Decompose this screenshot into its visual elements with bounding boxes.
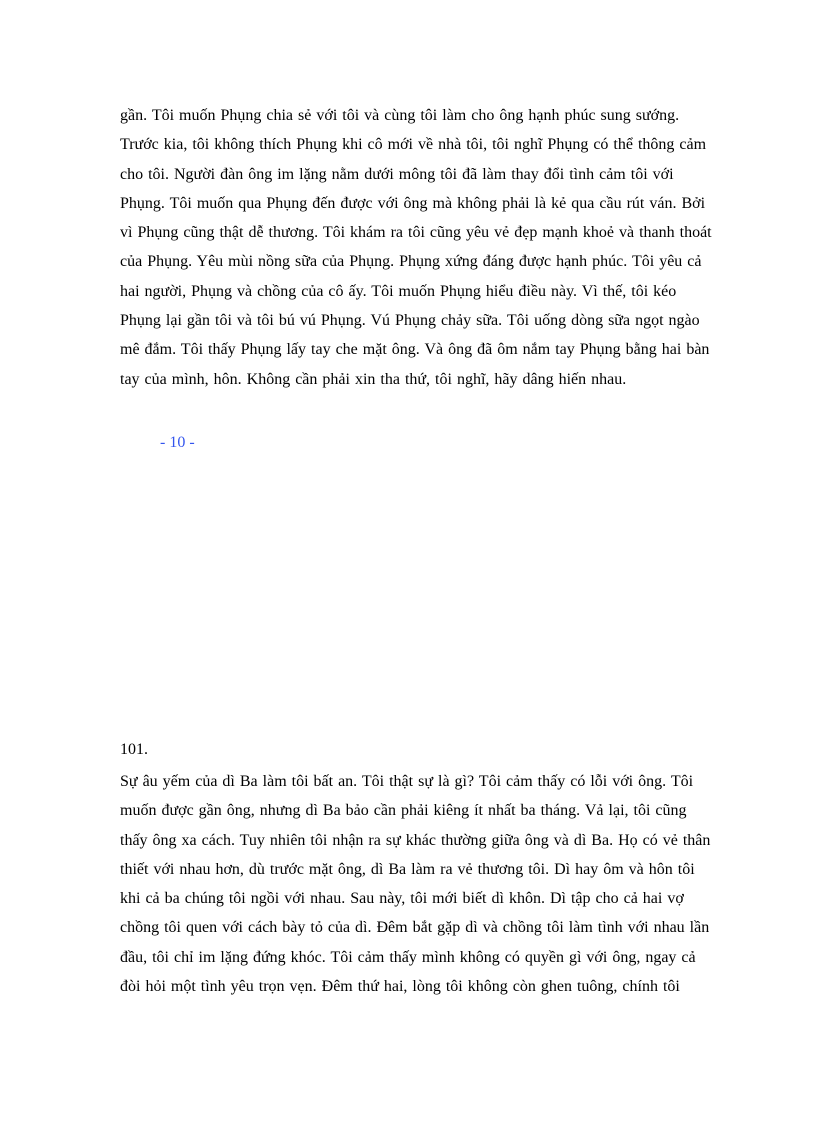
text-line: gần. Tôi muốn Phụng chia sẻ với tôi và cùng tôi làm cho ông hạnh phúc sung sướng. [120, 107, 680, 124]
text-line: đầu, tôi chỉ im lặng đứng khóc. Tôi cảm thấy mình không có quyền gì với ông, ngay cả [120, 948, 696, 966]
text-line: Trước kia, tôi không thích Phụng khi cô mới về nhà tôi, tôi nghĩ Phụng có thể thông cảm [120, 136, 707, 154]
top-paragraph [120, 101, 712, 394]
text-line: hai người, Phụng và chồng của cô ấy. Tôi muốn Phụng hiểu điều này. Vì thế, tôi kéo [120, 282, 677, 300]
text-line: khi cả ba chúng tôi ngồi với nhau. Sau này, tôi mới biết dì khôn. Dì tập cho cả hai vợ [120, 890, 684, 908]
text-line: chồng tôi quen với cách bày tỏ của dì. Đêm bắt gặp dì và chồng tôi làm tình với nhau lần [120, 919, 710, 937]
text-line: thấy ông xa cách. Tuy nhiên tôi nhận ra sự khác thường giữa ông và dì Ba. Họ có vẻ thân [120, 831, 711, 849]
text-line: Phụng. Tôi muốn qua Phụng đến được với ông mà không phải là kẻ qua cầu rút ván. Bởi [120, 194, 706, 212]
text-line: của Phụng. Yêu mùi nồng sữa của Phụng. Phụng xứng đáng được hạnh phúc. Tôi yêu cả [120, 253, 702, 271]
bottom-paragraph [120, 767, 711, 1001]
text-line: cho tôi. Người đàn ông im lặng nằm dưới mông tôi đã làm thay đổi tình cảm tôi với [120, 165, 674, 183]
text-line: đòi hỏi một tình yêu trọn vẹn. Đêm thứ hai, lòng tôi không còn ghen tuông, chính tôi [120, 978, 680, 996]
chapter-number: 101. [120, 741, 148, 758]
text-line: mê đắm. Tôi thấy Phụng lấy tay che mặt ông. Và ông đã ôm nắm tay Phụng bằng hai bàn [120, 341, 710, 359]
text-line: Sự âu yếm của dì Ba làm tôi bất an. Tôi thật sự là gì? Tôi cảm thấy có lỗi với ông. Tôi [120, 773, 694, 790]
text-line: vì Phụng cũng thật dễ thương. Tôi khám ra tôi cũng yêu vẻ đẹp mạnh khoẻ và thanh thoát [120, 224, 712, 242]
page-number: - 10 - [160, 434, 195, 451]
text-line: Phụng lại gần tôi và tôi bú vú Phụng. Vú Phụng chảy sữa. Tôi uống dòng sữa ngọt ngào [120, 312, 700, 330]
text-line: muốn được gần ông, nhưng dì Ba bảo cần phải kiêng ít nhất ba tháng. Vả lại, tôi cũng [120, 802, 687, 820]
text-line: tay của mình, hôn. Không cần phải xin tha thứ, tôi nghĩ, hãy dâng hiến nhau. [120, 370, 627, 388]
text-line: thiết với nhau hơn, dù trước mặt ông, dì Ba làm ra vẻ thương tôi. Dì hay ôm và hôn tôi [120, 860, 695, 878]
